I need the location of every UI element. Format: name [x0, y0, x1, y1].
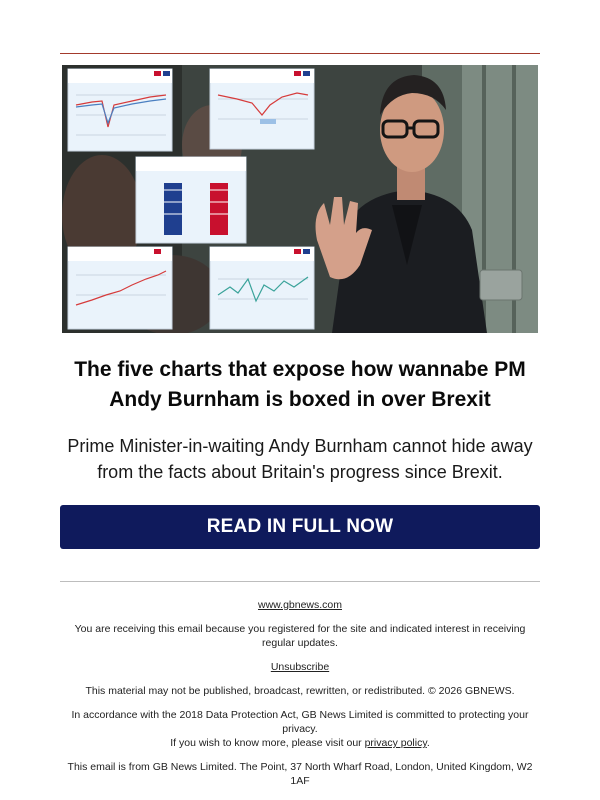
privacy-notice: [60, 698, 540, 750]
hero-image[interactable]: [62, 65, 538, 333]
privacy-line-1: In accordance with the 2018 Data Protection Act, GB News Limited is committed to protecting your privacy.: [71, 709, 529, 735]
top-divider: [60, 53, 540, 54]
article-summary: Prime Minister-in-waiting Andy Burnham cannot hide away from the facts about Britain's progress since Brexit.: [67, 436, 533, 482]
email-container: [60, 0, 540, 788]
read-in-full-button[interactable]: READ IN FULL NOW: [60, 505, 540, 549]
subscription-reason: You are receiving this email because you registered for the site and indicated interest in receiving regular updates.: [74, 623, 526, 649]
site-link[interactable]: www.gbnews.com: [257, 599, 343, 611]
copyright-notice: This material may not be published, broadcast, rewritten, or redistributed. © 2026 GBNEWS.: [85, 685, 515, 697]
sender-address: This email is from GB News Limited. The Point, 37 North Wharf Road, London, United Kingdom, W2 1AF: [67, 761, 533, 787]
privacy-suffix: .: [426, 737, 430, 749]
unsubscribe-link[interactable]: Unsubscribe: [270, 661, 330, 673]
hero-illustration: [62, 65, 538, 333]
privacy-line-2: If you wish to know more, please visit our: [170, 737, 362, 749]
article-headline[interactable]: The five charts that expose how wannabe PM Andy Burnham is boxed in over Brexit: [74, 358, 526, 411]
privacy-policy-link[interactable]: privacy policy: [364, 737, 427, 749]
email-footer: [60, 582, 540, 788]
